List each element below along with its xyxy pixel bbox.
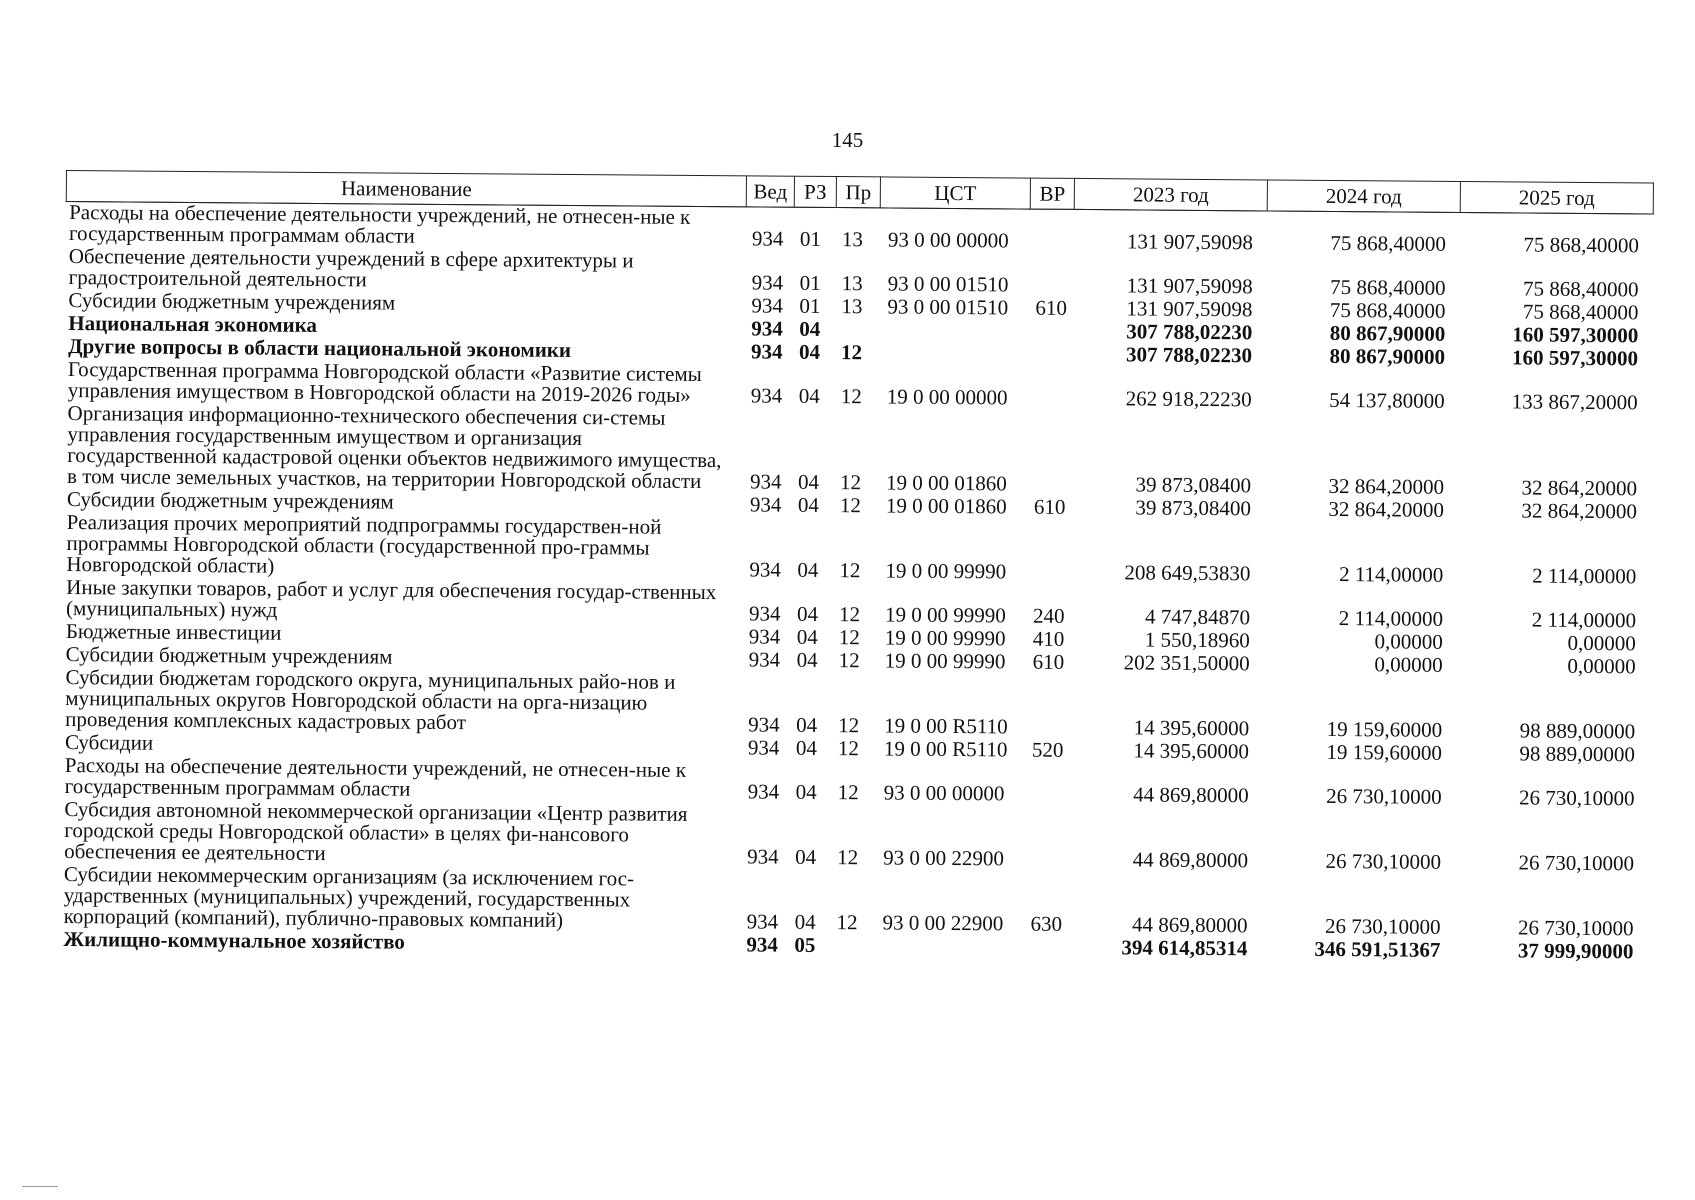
row-amount-2025: 98 889,00000 [1519,741,1636,767]
row-amount-2023: 394 614,85314 [1121,935,1248,961]
row-amount-2023: 39 873,08400 [1135,495,1251,521]
row-pr [835,319,879,342]
row-amount-2025: 75 868,40000 [1522,299,1639,325]
row-amount-2024: 2 114,00000 [1339,562,1444,587]
header-name: Наименование [66,171,746,207]
row-amount-2024: 26 730,10000 [1326,783,1442,809]
row-pr: 12 [840,340,863,365]
row-ved: 934 [749,492,782,517]
row-amount-2023: 44 869,80000 [1132,912,1248,938]
row-ved: 934 [746,909,779,934]
row-pr: 12 [836,910,858,935]
budget-document [60,170,1654,964]
table-body [60,202,1653,965]
header-2023: 2023 год [1074,178,1267,211]
row-rz: 04 [799,339,821,364]
header-2025: 2025 год [1460,181,1653,214]
row-pr: 12 [837,845,859,870]
row-name: Другие вопросы в области национальной экономики [68,334,572,362]
row-vr [1025,807,1070,872]
row-pr [830,935,874,958]
row-vr [1026,763,1070,807]
row-cst: 93 0 00 01510 [887,294,1009,320]
row-name: Национальная экономика [68,311,318,337]
row-vr [1029,321,1073,344]
row-amount-2025: 2 114,00000 [1532,563,1637,589]
row-cst: 93 0 00 22900 [883,845,1004,871]
row-amount-2025: 32 864,20000 [1521,498,1637,524]
row-vr [1030,209,1074,254]
row-vr [1024,937,1068,960]
row-pr: 12 [839,470,862,495]
row-cst: 19 0 00 99990 [885,558,1007,584]
row-amount-2024: 75 868,40000 [1329,297,1446,323]
row-name: Расходы на обеспечение деятельности учреждений, не отнесен-ные к государственным программам области [68,200,691,248]
row-name: Государственная программа Новгородской области «Развитие системы управления имуществом в Новгородской области на 2019-2026 годы» [67,357,702,407]
row-cst: 93 0 00 00000 [883,780,1005,806]
row-amount-2023: 208 649,53830 [1124,560,1251,586]
row-vr: 520 [1031,737,1064,762]
row-amount-2023: 44 869,80000 [1132,847,1249,873]
budget-table [60,170,1654,964]
row-amount-2025: 32 864,20000 [1521,475,1638,501]
row-rz: 04 [795,844,817,869]
row-ved: 934 [746,932,779,957]
row-cst [879,342,1029,366]
row-name: Субсидии бюджетным учреждениям [66,487,394,514]
row-rz: 01 [799,270,821,295]
row-cst: 19 0 00 99990 [884,625,1006,651]
row-amount-2024: 26 730,10000 [1325,913,1441,939]
row-amount-2025: 2 114,00000 [1531,607,1637,633]
row-amount-2023: 14 395,60000 [1133,738,1250,764]
row-cst: 93 0 00 00000 [887,227,1009,253]
row-vr [1027,520,1072,585]
row-rz: 04 [795,735,818,760]
row-rz: 04 [799,316,821,341]
row-amount-2024: 2 114,00000 [1338,606,1444,631]
row-rz: 04 [797,469,820,494]
row-amount-2025: 0,00000 [1567,630,1636,656]
table-row [62,667,1649,744]
row-vr: 630 [1030,911,1063,936]
row-name: Субсидии бюджетам городского округа, муниципальных райо-нов и муниципальных округов Новгородской области на орга-низацию проведения комплексных кадастровых работ [65,665,676,735]
row-name: Субсидии бюджетным учреждениям [68,288,396,315]
row-vr: 610 [1032,649,1065,674]
row-rz: 04 [796,712,818,737]
row-amount-2025: 160 597,30000 [1512,322,1639,348]
row-pr: 12 [837,780,859,805]
row-amount-2024: 346 591,51367 [1314,936,1441,962]
row-rz: 04 [797,557,819,582]
row-cst [874,935,1024,959]
row-ved: 934 [747,779,780,804]
row-rz: 04 [796,647,818,672]
row-vr [1030,254,1074,298]
row-amount-2025: 26 730,10000 [1519,785,1635,811]
row-amount-2024: 80 867,90000 [1329,320,1446,346]
row-amount-2023: 14 395,60000 [1133,715,1250,741]
row-amount-2024: 19 159,60000 [1326,716,1443,742]
row-rz: 04 [796,601,819,626]
row-amount-2023: 262 918,22230 [1125,386,1252,412]
row-amount-2025: 37 999,90000 [1517,938,1634,964]
row-cst: 19 0 00 R5110 [883,736,1008,762]
row-vr [1029,344,1073,367]
row-amount-2025: 0,00000 [1567,653,1636,679]
row-cst: 19 0 00 99990 [884,648,1006,674]
header-ved: Вед [746,176,794,207]
row-amount-2023: 1 550,18960 [1144,627,1250,653]
row-cst: 19 0 00 01860 [885,493,1007,519]
row-vr [1028,411,1073,497]
row-name: Иные закупки товаров, работ и услуг для обеспечения государ-ственных (муниципальных) нужд [65,575,717,622]
row-vr: 240 [1032,603,1065,628]
row-amount-2024: 54 137,80000 [1329,387,1445,413]
row-name: Субсидии [64,730,154,755]
row-amount-2024: 0,00000 [1374,652,1443,677]
row-amount-2025: 75 868,40000 [1523,232,1640,258]
row-rz: 05 [794,932,816,957]
row-name: Организация информационно-технического обеспечения си-стемы управления государственным имуществом и организация государственной кадастровой оценки объектов недвижимого имущества, в том числе земельных участков, на территории Новгородской области [67,401,722,493]
row-pr: 12 [837,736,860,761]
row-amount-2024: 32 864,20000 [1328,496,1444,522]
row-cst: 93 0 00 22900 [882,910,1004,936]
row-name: Жилищно-коммунальное хозяйство [63,927,405,954]
row-rz: 01 [799,226,822,251]
row-pr: 12 [838,625,860,650]
row-amount-2024: 80 867,90000 [1329,343,1446,369]
header-rz: РЗ [794,176,836,207]
row-amount-2025: 26 730,10000 [1518,850,1635,876]
scan-artifact [22,1186,58,1187]
row-name: Расходы на обеспечение деятельности учреждений, не отнесен-ные к государственным программам области [64,753,687,801]
row-name: Субсидии бюджетным учреждениям [65,642,393,669]
row-amount-2025: 133 867,20000 [1511,389,1638,415]
row-amount-2024: 75 868,40000 [1330,230,1447,256]
row-ved: 934 [751,226,784,251]
row-cst: 19 0 00 01860 [885,470,1007,496]
row-ved: 934 [751,339,783,364]
row-amount-2025: 160 597,30000 [1511,345,1639,371]
row-amount-2023: 44 869,80000 [1133,782,1249,808]
row-ved: 934 [747,844,779,869]
row-amount-2024: 0,00000 [1374,629,1443,654]
row-amount-2023: 202 351,50000 [1123,650,1250,676]
row-ved: 934 [751,293,784,318]
row-vr: 610 [1035,295,1068,320]
row-vr: 410 [1032,626,1065,651]
row-pr: 13 [841,271,863,296]
row-ved: 934 [749,469,782,494]
row-rz: 04 [796,624,818,649]
row-ved: 934 [747,735,780,760]
row-cst [879,319,1029,343]
row-amount-2023: 131 907,59098 [1126,229,1254,255]
row-ved: 934 [751,316,783,341]
row-amount-2024: 32 864,20000 [1328,473,1445,499]
row-pr: 13 [841,227,864,252]
row-rz: 04 [798,383,820,408]
row-pr: 12 [839,493,861,518]
row-amount-2023: 307 788,02230 [1125,342,1253,368]
row-ved: 934 [748,647,781,672]
page-number: 145 [831,128,864,152]
header-vr: ВР [1030,178,1074,209]
header-2024: 2024 год [1267,180,1460,213]
row-cst: 93 0 00 01510 [887,271,1009,297]
row-ved: 934 [748,624,781,649]
row-pr: 12 [838,648,860,673]
row-vr: 610 [1033,494,1066,519]
row-amount-2025: 26 730,10000 [1518,915,1634,941]
row-vr [1029,367,1073,411]
row-pr: 13 [841,294,863,319]
row-cst: 19 0 00 00000 [886,384,1008,410]
row-amount-2024: 26 730,10000 [1325,848,1442,874]
header-pr: Пр [836,177,880,208]
row-amount-2023: 307 788,02230 [1126,319,1253,345]
row-ved: 934 [748,601,781,626]
row-name: Бюджетные инвестиции [65,619,282,645]
row-rz: 04 [797,492,819,517]
row-pr: 12 [840,384,862,409]
row-rz: 04 [794,909,816,934]
row-amount-2025: 75 868,40000 [1523,276,1639,302]
row-pr: 12 [838,602,861,627]
row-amount-2023: 131 907,59098 [1126,296,1253,322]
row-amount-2025: 98 889,00000 [1519,718,1636,744]
row-cst: 19 0 00 99990 [884,602,1006,628]
row-cst: 19 0 00 R5110 [884,713,1008,739]
row-ved: 934 [749,557,781,582]
table-row [64,403,1652,501]
row-name: Субсидия автономной некоммерческой организации «Центр развития городской среды Новгородской области» в целях фи-нансового обеспечения ее деятельности [64,797,688,866]
row-amount-2023: 4 747,84870 [1144,604,1251,630]
row-ved: 934 [750,383,783,408]
row-amount-2023: 39 873,08400 [1135,472,1252,498]
row-amount-2024: 75 868,40000 [1330,274,1446,300]
row-pr: 12 [838,713,860,738]
row-name: Обеспечение деятельности учреждений в сфере архитектуры и градостроительной деятельности [68,244,634,292]
row-vr [1026,675,1071,740]
row-amount-2023: 131 907,59098 [1126,273,1253,299]
row-ved: 934 [748,712,780,737]
row-pr: 12 [839,558,861,583]
row-name: Реализация прочих мероприятий подпрограммы государствен-ной программы Новгородской области (государственной про-граммы Новгородской области) [66,510,662,578]
row-rz: 04 [795,779,817,804]
row-name: Субсидии некоммерческим организациям (за исключением гос-ударственных (муниципальных) учреждений, государственных корпораций (компаний), публично-правовых компаний) [63,862,635,932]
header-cst: ЦСТ [880,177,1030,209]
row-ved: 934 [751,270,784,295]
row-amount-2024: 19 159,60000 [1326,739,1443,765]
row-rz: 01 [799,293,821,318]
